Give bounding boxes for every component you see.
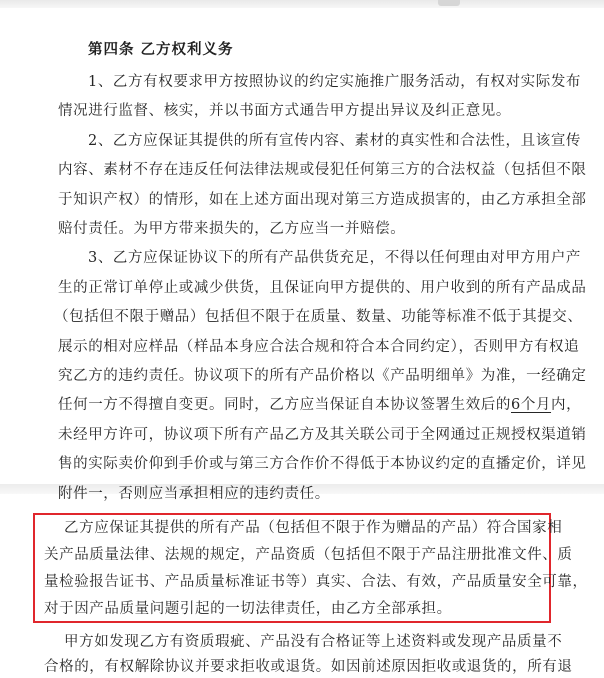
paragraph-line: 情况进行监督、核实，并以书面方式通告甲方提出异议及纠正意见。 (58, 103, 511, 119)
paragraph-line: 合格的，有权解除协议并要求拒收或退货。如因前述原因拒收或退货的，所有退 (44, 659, 573, 675)
paragraph-line: 附件一，否则应当承担相应的违约责任。 (58, 486, 330, 502)
paragraph-line: 内容、素材不存在违反任何法律法规或侵犯任何第三方的合法权益（包括但不限 (58, 162, 587, 178)
boxed-line: 对于因产品质量问题引起的一切法律责任，由乙方全部承担。 (44, 601, 452, 617)
paragraph-line: 赔付责任。为甲方带来损失的，乙方应当一并赔偿。 (58, 221, 406, 237)
section-heading: 第四条 乙方权利义务 (88, 41, 234, 58)
paragraph-line (58, 395, 581, 415)
term-sentence: 任何一方不得擅自变更。同时，乙方应当保证自本协议签署生效后的 (58, 397, 511, 413)
paragraph-line: （包括但不限于赠品）包括但不限于在质量、数量、功能等标准不低于其提交、 (54, 309, 583, 325)
paragraph-line: 展示的相对应样品（样品本身应合法合规和符合本合同约定），否则甲方有权追 (58, 339, 580, 355)
paragraph-line: 1、乙方有权要求甲方按照协议的约定实施推广服务活动，有权对实际发布 (88, 74, 582, 90)
paragraph-line: 3、乙方应保证协议下的所有产品供货充足，不得以任何理由对甲方用户产 (88, 250, 582, 266)
boxed-line: 关产品质量法律、法规的规定，产品资质（包括但不限于产品注册批准文件、质 (44, 547, 573, 563)
paragraph-line: 未经甲方许可，协议项下所有产品乙方及其关联公司于全网通过正规授权渠道销 (58, 427, 587, 443)
term-suffix: 内， (551, 397, 582, 413)
boxed-line: 量检验报告证书、产品质量标准证书等）真实、合法、有效，产品质量安全可靠， (44, 574, 588, 590)
paragraph-line: 2、乙方应保证其提供的所有宣传内容、素材的真实性和合法性，且该宣传 (88, 133, 582, 149)
paragraph-line: 售的实际卖价仰到手价或与第三方合作价不得低于本协议约定的直播定价，详见 (58, 456, 587, 472)
page-top-marker (438, 0, 460, 6)
boxed-line: 乙方应保证其提供的所有产品（包括但不限于作为赠品的产品）符合国家相 (64, 520, 563, 536)
paragraph-line: 于知识产权）的情形，如在上述方面出现对第三方造成损害的，由乙方承担全部 (58, 192, 587, 208)
page-top-edge (0, 0, 604, 8)
paragraph-line: 甲方如发现乙方有资质瑕疵、产品没有合格证等上述资料或发现产品质量不 (64, 634, 563, 650)
paragraph-line: 生的正常订单停止或减少供货，且保证向甲方提供的、用户收到的所有产品成品 (58, 280, 587, 296)
term-period: 6个月 (511, 397, 552, 413)
paragraph-line: 究乙方的违约责任。协议项下的所有产品价格以《产品明细单》为准，一经确定 (58, 368, 587, 384)
